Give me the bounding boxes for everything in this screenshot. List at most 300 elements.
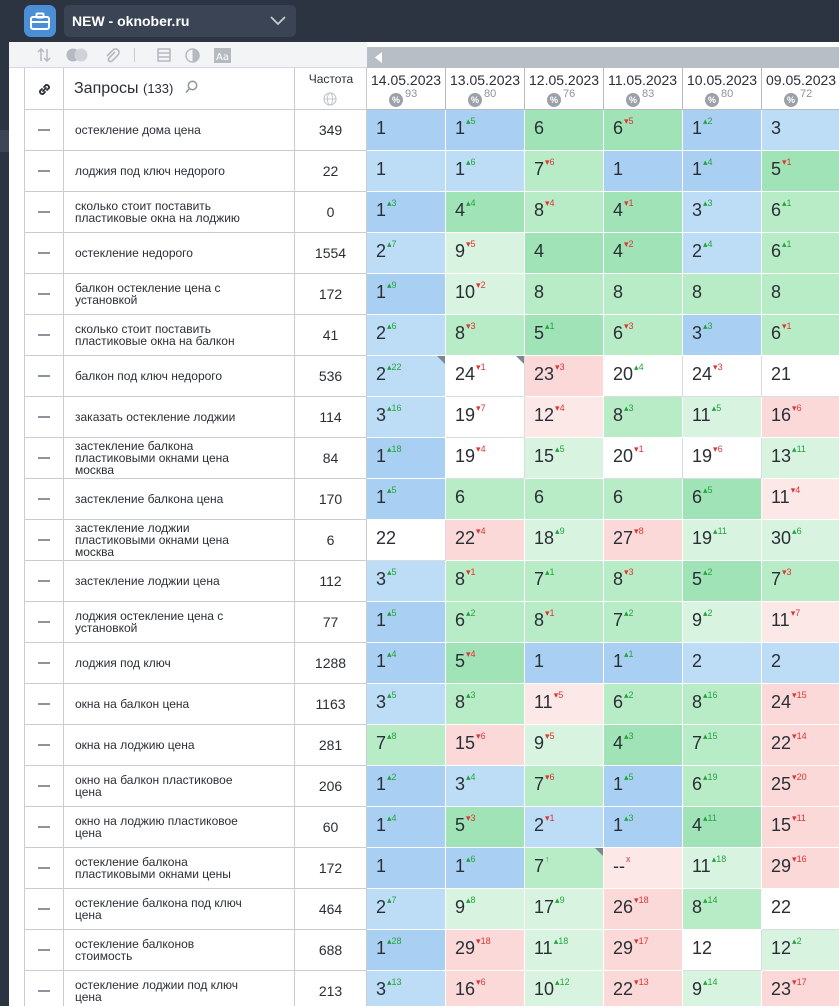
position-cell[interactable] [446,684,525,725]
row-link-cell[interactable] [24,233,64,274]
change-arrow-icon: ▴ [703,239,708,249]
position-value [534,446,565,467]
position-cell[interactable] [446,315,525,356]
row-link-cell[interactable] [24,766,64,807]
position-cell[interactable] [683,807,762,848]
change-value: 4 [391,649,397,659]
position-cell[interactable] [446,561,525,602]
positions-panel [9,42,839,1006]
position-cell[interactable] [367,438,446,479]
position-value [692,405,721,426]
query-cell[interactable] [64,848,295,889]
position-cell[interactable] [604,356,683,397]
change-value: 2 [628,239,634,249]
row-link-cell[interactable] [24,315,64,356]
position-cell[interactable] [446,889,525,930]
scroll-left-icon[interactable] [375,52,383,63]
position-change [782,321,792,331]
position-cell[interactable] [683,520,762,561]
query-cell[interactable] [64,438,295,479]
change-value: 20 [796,772,807,782]
change-arrow-icon: ▾ [624,321,629,331]
position-value [534,282,544,303]
frequency-cell: 170 [295,479,367,520]
position-change [555,977,570,987]
position-cell[interactable] [683,971,762,1006]
position-cell[interactable] [604,848,683,889]
query-cell[interactable] [64,274,295,315]
position-cell[interactable] [683,192,762,233]
change-arrow-icon: ▾ [555,403,560,413]
position-cell[interactable] [525,766,604,807]
change-value: 1 [628,649,634,659]
position-cell[interactable] [604,684,683,725]
change-value: 15 [707,731,718,741]
row-link-cell[interactable] [24,479,64,520]
query-text: остекление лоджии под ключ цена [75,978,239,1004]
position-cell[interactable] [762,192,839,233]
position-cell[interactable] [762,971,839,1006]
position-cell[interactable] [446,807,525,848]
position-cell[interactable] [762,807,839,848]
position-cell[interactable] [604,602,683,643]
position-cell[interactable] [525,725,604,766]
position-cell[interactable] [683,233,762,274]
position-change [476,526,486,536]
query-cell[interactable] [64,479,295,520]
row-link-cell[interactable] [24,930,64,971]
position-cell[interactable] [604,397,683,438]
position-cell[interactable] [683,479,762,520]
change-value: 16 [391,403,402,413]
position-cell[interactable] [683,110,762,151]
date-column-header[interactable] [446,68,525,110]
position-cell[interactable] [525,930,604,971]
change-arrow-icon: ▴ [624,690,629,700]
position-cell[interactable] [762,397,839,438]
position-cell[interactable] [446,397,525,438]
position-value [613,487,623,508]
position-cell[interactable] [367,233,446,274]
dash-icon [38,621,50,623]
position-cell[interactable] [367,397,446,438]
paperclip-icon[interactable] [104,48,120,64]
query-cell[interactable] [64,110,295,151]
position-cell[interactable] [446,520,525,561]
position-cell[interactable] [762,930,839,971]
position-cell[interactable] [525,356,604,397]
position-cell[interactable] [525,397,604,438]
position-cell[interactable] [683,684,762,725]
position-value [613,528,644,549]
position-cell[interactable] [604,930,683,971]
position-cell[interactable] [446,602,525,643]
table-row [9,602,839,643]
position-change [624,239,634,249]
row-link-cell[interactable] [24,848,64,889]
position-cell[interactable] [683,766,762,807]
position-cell[interactable] [604,971,683,1006]
query-column-header[interactable] [64,68,295,110]
row-link-cell[interactable] [24,356,64,397]
date-column-header[interactable] [762,68,839,110]
position-change [387,690,397,700]
query-cell[interactable] [64,602,295,643]
change-value: 4 [470,772,476,782]
position-cell[interactable] [683,438,762,479]
position-value [692,282,702,303]
row-link-cell[interactable] [24,684,64,725]
change-arrow-icon: ▴ [634,362,639,372]
position-cell[interactable] [367,889,446,930]
row-link-cell[interactable] [24,192,64,233]
position-value [534,569,555,590]
position-cell[interactable] [683,889,762,930]
sort-icon[interactable] [37,48,51,62]
position-cell[interactable] [683,274,762,315]
position-cell[interactable] [604,889,683,930]
query-text: остекление дома цена [75,123,201,137]
briefcase-icon[interactable] [24,5,56,37]
change-value: 7 [480,403,486,413]
position-cell[interactable] [762,151,839,192]
positions-table-body [9,110,839,1006]
change-value: 9 [559,526,565,536]
change-value: 3 [628,321,634,331]
position-cell[interactable] [762,520,839,561]
frequency-cell: 41 [295,315,367,356]
change-value: 3 [628,403,634,413]
query-cell[interactable] [64,725,295,766]
position-value [534,118,544,139]
contrast-icon[interactable] [185,48,200,63]
change-arrow-icon: ▾ [545,157,550,167]
change-arrow-icon: ▾ [476,362,481,372]
position-cell[interactable] [683,356,762,397]
position-cell[interactable] [604,110,683,151]
position-cell[interactable] [525,684,604,725]
project-selector[interactable] [64,5,296,37]
position-cell[interactable] [683,643,762,684]
position-cell[interactable] [525,807,604,848]
position-cell[interactable] [525,520,604,561]
position-cell[interactable] [683,315,762,356]
position-cell[interactable] [604,766,683,807]
position-cell[interactable] [604,233,683,274]
position-cell[interactable] [762,479,839,520]
query-text: лоджия под ключ недорого [75,164,225,178]
row-link-cell[interactable] [24,725,64,766]
position-number: 6 [771,241,782,261]
globe-icon[interactable] [323,92,337,106]
table-row [9,110,839,151]
sidebar-marker[interactable] [0,130,9,152]
dash-icon [38,990,50,992]
position-value [692,446,723,467]
position-cell[interactable] [762,315,839,356]
position-change [545,567,555,577]
position-value [455,159,476,180]
position-cell[interactable] [762,356,839,397]
position-cell[interactable] [683,397,762,438]
frequency-column-header[interactable] [295,68,367,110]
position-value [455,938,491,959]
position-number: 11 [692,405,711,425]
position-value [613,610,634,631]
date-column-header[interactable] [683,68,762,110]
position-cell[interactable] [367,479,446,520]
query-title-text: Запросы [74,80,139,97]
position-value [771,241,792,262]
position-cell[interactable] [604,151,683,192]
position-change [466,608,476,618]
row-link-cell[interactable] [24,602,64,643]
query-cell[interactable] [64,930,295,971]
query-cell[interactable] [64,192,295,233]
position-change [703,116,713,126]
row-link-cell[interactable] [24,889,64,930]
position-cell[interactable] [762,889,839,930]
position-cell[interactable] [525,561,604,602]
position-cell[interactable] [604,725,683,766]
position-cell[interactable] [367,520,446,561]
position-cell[interactable] [525,233,604,274]
change-value: 1 [786,239,792,249]
position-cell[interactable] [367,602,446,643]
change-arrow-icon: ▴ [703,567,708,577]
position-cell[interactable] [367,192,446,233]
position-cell[interactable] [525,151,604,192]
query-text: балкон под ключ недорого [75,369,223,383]
position-cell[interactable] [604,274,683,315]
position-cell[interactable] [762,684,839,725]
position-cell[interactable] [525,479,604,520]
row-link-cell[interactable] [24,971,64,1006]
row-link-cell[interactable] [24,110,64,151]
dash-icon [38,867,50,869]
position-cell[interactable] [762,110,839,151]
position-change [476,977,486,987]
position-cell[interactable] [367,274,446,315]
query-cell[interactable] [64,561,295,602]
position-cell[interactable] [367,971,446,1006]
position-cell[interactable] [762,233,839,274]
position-cell[interactable] [762,561,839,602]
position-cell[interactable] [525,315,604,356]
position-change [703,321,713,331]
position-cell[interactable] [446,438,525,479]
font-size-icon[interactable] [214,48,231,63]
position-cell[interactable] [604,192,683,233]
position-cell[interactable] [525,192,604,233]
position-cell[interactable] [446,192,525,233]
position-cell[interactable] [367,725,446,766]
position-value [692,979,718,1000]
position-value [771,938,802,959]
position-cell[interactable] [525,110,604,151]
change-arrow-icon: ▴ [555,526,560,536]
position-number: 6 [692,774,703,794]
change-value: 4 [391,813,397,823]
position-cell[interactable] [446,274,525,315]
position-cell[interactable] [446,151,525,192]
query-cell[interactable] [64,889,295,930]
query-cell[interactable] [64,684,295,725]
position-cell[interactable] [683,930,762,971]
position-value [534,323,555,344]
row-link-cell[interactable] [24,397,64,438]
position-cell[interactable] [367,643,446,684]
position-change [626,854,631,864]
position-cell[interactable] [762,766,839,807]
change-value: 11 [717,526,727,536]
query-cell[interactable] [64,151,295,192]
position-change [387,485,397,495]
position-cell[interactable] [525,643,604,684]
position-value [692,200,713,221]
change-value: 5 [628,116,634,126]
position-cell[interactable] [446,930,525,971]
position-cell[interactable] [446,479,525,520]
query-cell[interactable] [64,233,295,274]
query-cell[interactable] [64,520,295,561]
query-cell[interactable] [64,397,295,438]
position-value [692,118,713,139]
position-cell[interactable] [525,602,604,643]
position-cell[interactable] [604,315,683,356]
position-change [703,690,718,700]
position-number: 1 [613,651,624,671]
position-number: 8 [692,282,703,302]
position-cell[interactable] [446,643,525,684]
change-arrow-icon: ▴ [703,772,708,782]
position-value [534,159,555,180]
position-cell[interactable] [604,438,683,479]
position-cell[interactable] [446,356,525,397]
position-cell[interactable] [446,233,525,274]
row-link-cell[interactable] [24,520,64,561]
change-arrow-icon: ▾ [545,731,550,741]
position-cell[interactable] [446,971,525,1006]
position-cell[interactable] [762,274,839,315]
position-cell[interactable] [604,479,683,520]
position-cell[interactable] [683,602,762,643]
position-cell[interactable] [525,889,604,930]
position-cell[interactable] [762,602,839,643]
position-cell[interactable] [604,520,683,561]
position-cell[interactable] [683,725,762,766]
position-cell[interactable] [525,848,604,889]
position-cell[interactable] [762,848,839,889]
position-cell[interactable] [367,561,446,602]
position-cell[interactable] [762,438,839,479]
position-number: 5 [455,651,466,671]
search-icon[interactable] [185,80,198,94]
change-value: 6 [480,731,486,741]
position-cell[interactable] [367,807,446,848]
position-cell[interactable] [367,766,446,807]
position-cell[interactable] [683,561,762,602]
row-link-cell[interactable] [24,561,64,602]
position-cell[interactable] [446,110,525,151]
change-arrow-icon: ▴ [624,608,629,618]
position-change [387,731,397,741]
position-cell[interactable] [604,807,683,848]
row-link-cell[interactable] [24,643,64,684]
position-cell[interactable] [446,766,525,807]
query-cell[interactable] [64,643,295,684]
query-cell[interactable] [64,766,295,807]
date-column-header[interactable] [604,68,683,110]
change-arrow-icon: ▾ [782,321,787,331]
change-arrow-icon: ▾ [545,772,550,782]
query-cell[interactable] [64,971,295,1006]
position-cell[interactable] [367,110,446,151]
date-column-header[interactable] [525,68,604,110]
position-value [613,364,644,385]
query-cell[interactable] [64,356,295,397]
row-link-cell[interactable] [24,274,64,315]
position-cell[interactable] [367,151,446,192]
row-link-cell[interactable] [24,438,64,479]
change-arrow-icon: ▾ [790,608,796,618]
position-cell[interactable] [525,971,604,1006]
position-cell[interactable] [525,274,604,315]
change-arrow-icon: ▾ [466,321,471,331]
toggle-icon[interactable] [66,48,88,62]
position-cell[interactable] [446,848,525,889]
table-icon[interactable] [157,48,171,62]
position-cell[interactable] [683,151,762,192]
date-column-header[interactable] [367,68,446,110]
position-change [466,157,476,167]
change-arrow-icon: ▴ [387,362,392,372]
change-value: 11 [796,813,806,823]
position-cell[interactable] [762,725,839,766]
position-cell[interactable] [367,684,446,725]
dash-icon [38,334,50,336]
query-cell[interactable] [64,315,295,356]
position-cell[interactable] [367,848,446,889]
position-cell[interactable] [367,315,446,356]
position-cell[interactable] [367,356,446,397]
position-number: 22 [771,733,792,753]
change-arrow-icon: ▾ [634,444,639,454]
position-cell[interactable] [604,561,683,602]
position-value [455,200,476,221]
position-cell[interactable] [683,848,762,889]
position-change [792,772,807,782]
position-cell[interactable] [604,643,683,684]
position-value [771,979,807,1000]
position-cell[interactable] [762,643,839,684]
change-arrow-icon: ▴ [466,895,471,905]
percent-icon: % [468,93,482,107]
row-link-cell[interactable] [24,151,64,192]
change-arrow-icon: ▾ [782,567,787,577]
position-change [792,690,807,700]
query-cell[interactable] [64,807,295,848]
row-link-cell[interactable] [24,807,64,848]
link-icon[interactable] [36,81,53,98]
position-cell[interactable] [525,438,604,479]
position-value [692,159,713,180]
position-cell[interactable] [367,930,446,971]
date-label: 14.05.2023 [371,72,442,88]
position-cell[interactable] [446,725,525,766]
change-arrow-icon: ▴ [555,895,560,905]
position-value [455,979,486,1000]
